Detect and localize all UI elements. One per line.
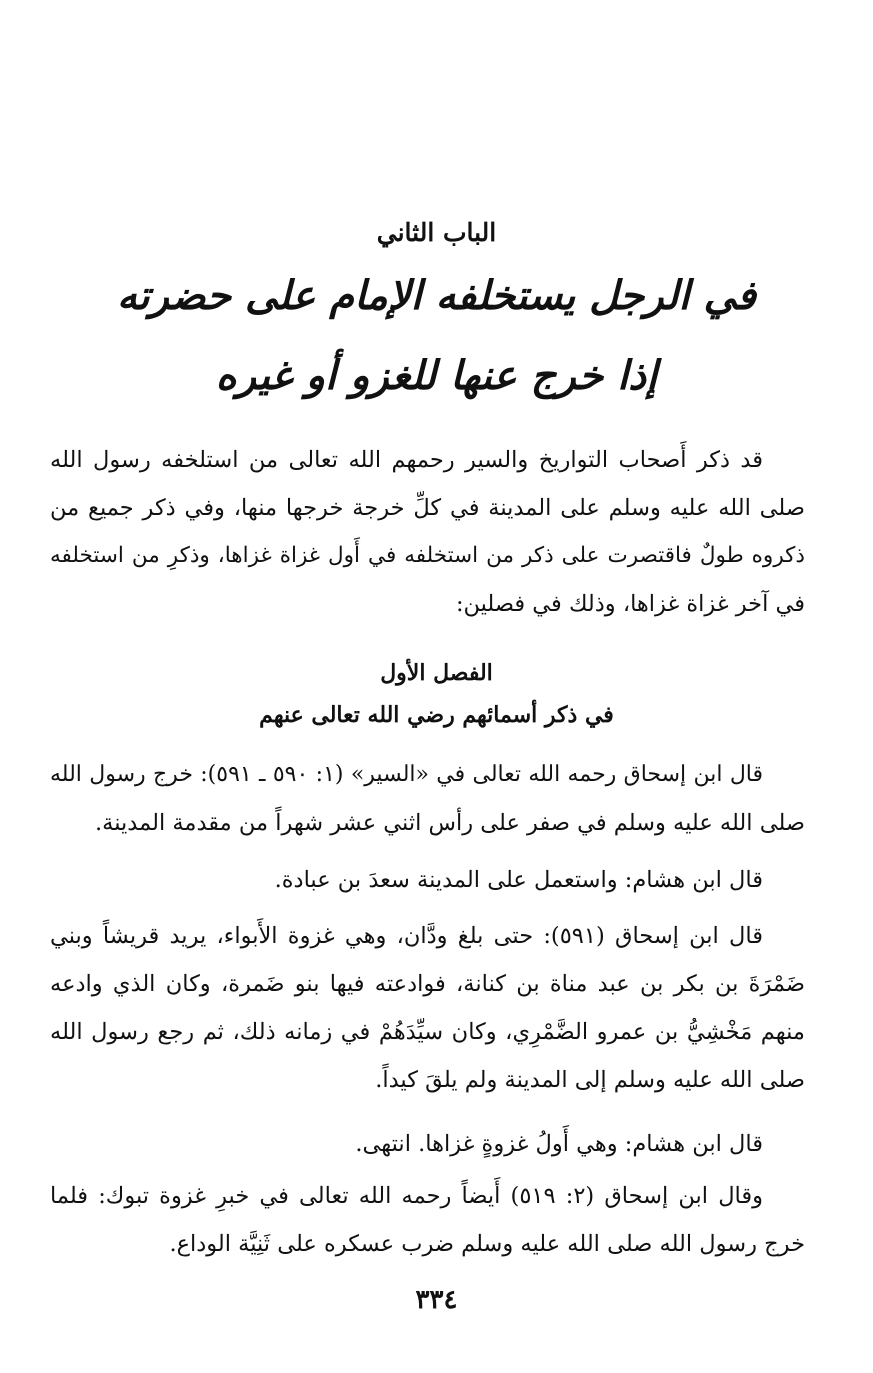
text-line: ذكروه طولٌ فاقتصرت على ذكر من استخلفه في أَول غزاة غزاها، وذكرِ من استخلفه (50, 543, 805, 568)
paragraph-ibn-hisham-1 (50, 856, 805, 904)
chapter-label: الباب الثاني (376, 218, 497, 247)
chapter-title-line-2: إذا خرج عنها للغزو أو غيره (215, 352, 658, 399)
text-line: قال ابن إسحاق رحمه الله تعالى في «السير» (١: ٥٩٠ ـ ٥٩١): خرج رسول الله (50, 762, 764, 787)
text-line: قد ذكر أَصحاب التواريخ والسير رحمهم الله تعالى من استلخفه رسول الله (50, 447, 763, 473)
text-line: قال ابن إسحاق (٥٩١): حتى بلغ ودَّان، وهي غزوة الأَبواء، يريد قريشاً وبني (50, 923, 763, 949)
section-title: الفصل الأول (380, 660, 493, 686)
text-line: صلى الله عليه وسلم في صفر على رأس اثني عشر شهراً من مقدمة المدينة. (95, 810, 805, 836)
text-line: ضَمْرَةَ بن بكر بن عبد مناة بن كنانة، فوادعته فيها بنو ضَمرة، وكان الذي وادعه (50, 971, 805, 997)
intro-paragraph (50, 436, 805, 628)
text-line: في آخر غزاة غزاها، وذلك في فصلين: (455, 591, 805, 617)
text-line: صلى الله عليه وسلم إلى المدينة ولم يلقَ كيداً. (375, 1067, 805, 1093)
text-line: منهم مَخْشِيُّ بن عمرو الضَّمْرِي، وكان سيِّدَهُمْ في زمانه ذلك، ثم رجع رسول الله (50, 1019, 805, 1045)
text-line: قال ابن هشام: واستعمل على المدينة سعدَ بن عبادة. (274, 867, 763, 893)
section-subtitle: في ذكر أسمائهم رضي الله تعالى عنهم (259, 702, 614, 728)
paragraph-ibn-hisham-2 (50, 1120, 805, 1168)
text-line: وقال ابن إسحاق (٢: ٥١٩) أَيضاً رحمه الله تعالى في خبرِ غزوة تبوك: فلما (50, 1183, 764, 1209)
page-number: ٣٣٤ (415, 1285, 458, 1315)
chapter-title-line-1: في الرجل يستخلفه الإمام على حضرته (117, 272, 756, 319)
paragraph-ibn-ishaq-tabuk (50, 1172, 805, 1268)
text-line: قال ابن هشام: وهي أَولُ غزوةٍ غزاها. انتهى. (355, 1131, 763, 1157)
text-line: خرج رسول الله صلى الله عليه وسلم ضرب عسكره على ثَنِيَّة الوداع. (169, 1231, 805, 1257)
text-line: صلى الله عليه وسلم على المدينة في كلِّ خرجة خرجها منها، وفي ذكر جميع من (50, 495, 805, 521)
paragraph-ibn-ishaq-sira (50, 751, 805, 847)
paragraph-ibn-ishaq-waddan (50, 912, 805, 1104)
